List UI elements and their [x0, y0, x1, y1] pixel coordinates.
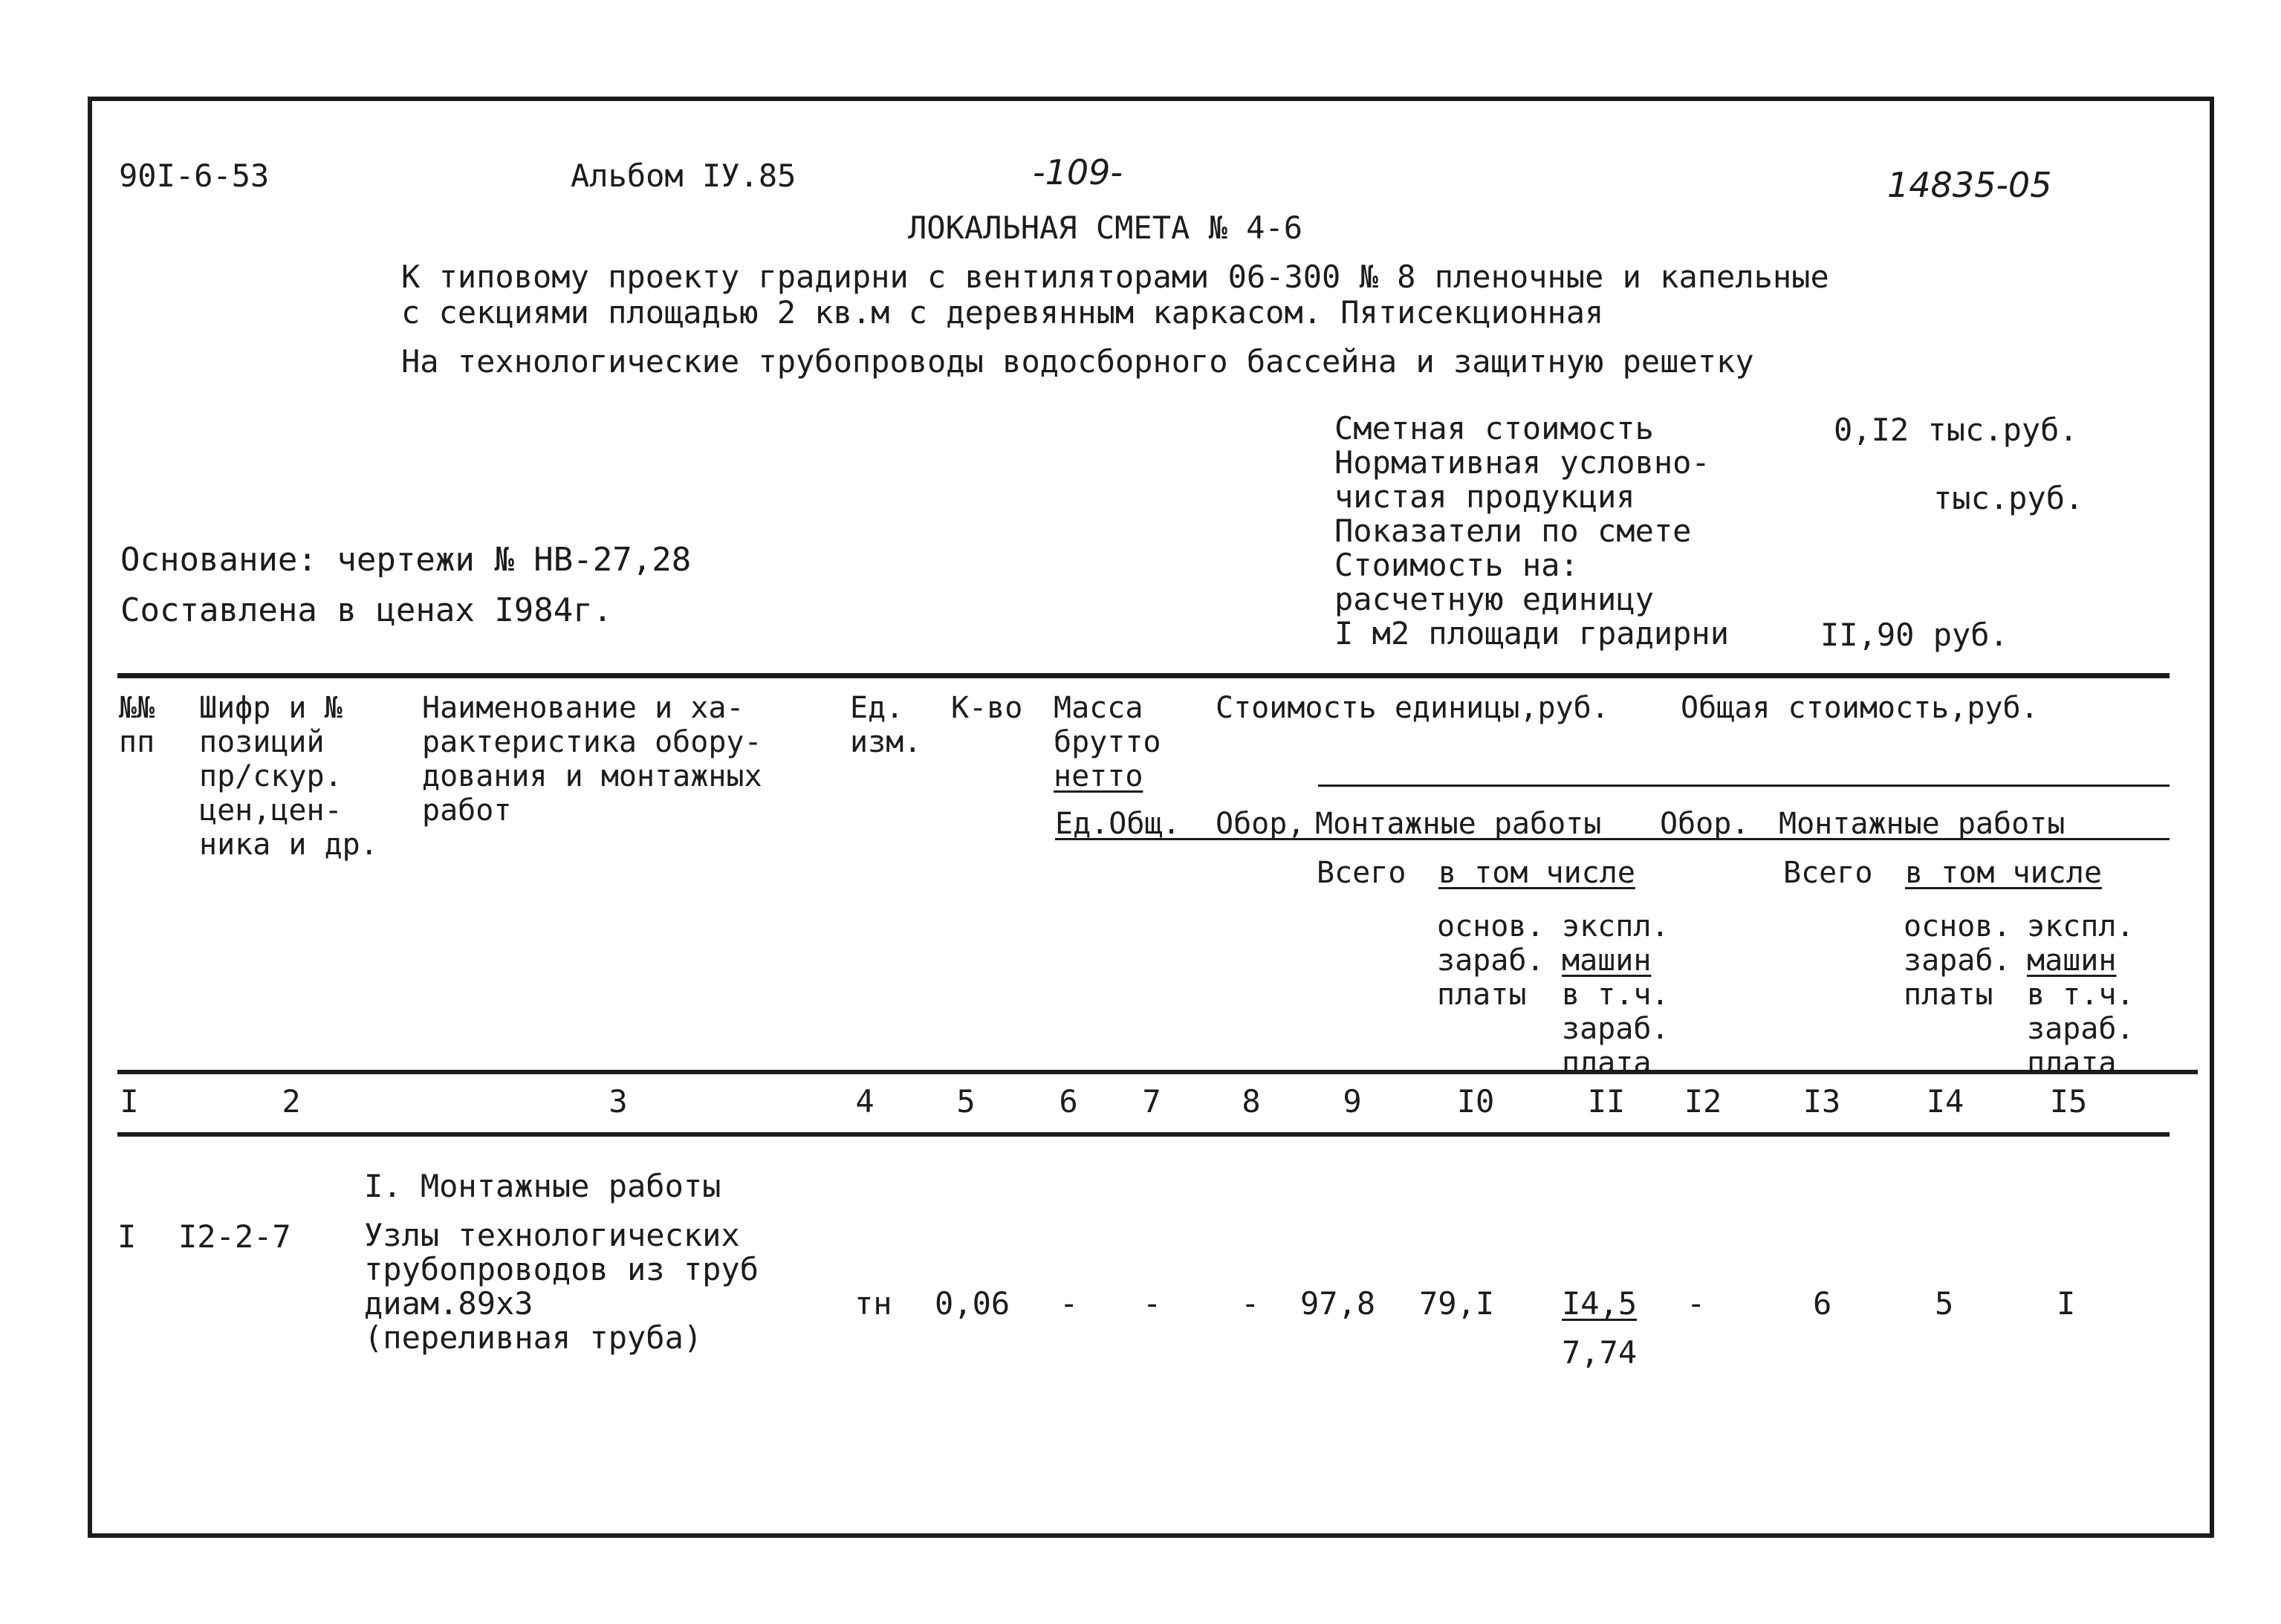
incl-header-unit: в том числе [1438, 856, 1635, 890]
basis-prices: Составлена в ценах I984г. [120, 591, 613, 629]
col-number: 7 [1142, 1083, 1161, 1120]
estimate-title: ЛОКАЛЬНАЯ СМЕТА № 4-6 [908, 210, 1303, 246]
unit-cost-group: Стоимость единицы,руб. [1216, 691, 1609, 725]
total-header-total: Всего [1783, 856, 1873, 890]
machines-unit: машин [1562, 943, 1652, 978]
row-name: Узлы технологических трубопроводов из труб диам.89х3 (переливная труба) [364, 1217, 759, 1356]
col-number: 2 [282, 1083, 301, 1120]
row-col11-bottom: 7,74 [1562, 1334, 1638, 1371]
row-number: I [117, 1218, 137, 1255]
operation-unit: экспл. [1562, 909, 1670, 943]
unit-cost-value: II,90 руб. [1820, 617, 2008, 653]
row-col14: 5 [1935, 1285, 1954, 1322]
col-number: I2 [1684, 1083, 1722, 1120]
row-col11-top: I4,5 [1562, 1285, 1638, 1322]
page-number: -109- [1033, 152, 1123, 192]
row-col9: 97,8 [1300, 1285, 1376, 1322]
row-col12: - [1687, 1285, 1706, 1322]
col-number: I4 [1926, 1083, 1964, 1120]
total-header-unit: Всего [1317, 856, 1406, 890]
col-header-num: №№ пп [119, 691, 155, 759]
operation-total: экспл. [2027, 909, 2135, 943]
col-header-mass: Масса брутто [1054, 691, 1161, 759]
base-wages-unit: основ. зараб. платы [1437, 909, 1545, 1012]
col-number: 4 [855, 1083, 875, 1120]
doc-number: 14835-05 [1887, 165, 2052, 205]
col-number: I0 [1456, 1083, 1495, 1120]
table-top-rule [117, 673, 2170, 678]
row-col7: - [1143, 1285, 1162, 1322]
row-code: I2-2-7 [178, 1218, 291, 1255]
col-number: I5 [2049, 1083, 2088, 1120]
col-header-mass-net: нетто [1054, 759, 1143, 793]
machines-total: машин [2027, 943, 2117, 978]
row-col13: 6 [1813, 1285, 1832, 1322]
row-col8: - [1241, 1285, 1260, 1322]
row-col15: I [2057, 1285, 2076, 1322]
row-unit: тн [854, 1285, 892, 1322]
subtitle-line-1: К типовому проекту градирни с вентиляторами 06-300 № 8 пленочные и капельные [401, 259, 1829, 295]
col-number: 3 [609, 1083, 628, 1120]
header-bottom-rule [117, 1070, 2198, 1074]
subtitle-line-2: с секциями площадью 2 кв.м с деревянным каркасом. Пятисекционная [401, 294, 1604, 331]
col-header-name: Наименование и ха- рактеристика обору- дования и монтажных работ [422, 691, 762, 828]
col-header-qty: К-во [951, 691, 1023, 725]
project-code: 90I-6-53 [119, 157, 270, 194]
col-number: 5 [956, 1083, 976, 1120]
row-col10: 79,I [1419, 1285, 1495, 1322]
summary-labels: Сметная стоимость Нормативная условно- чистая продукция Показатели по смете Стоимость на: расчетную единицу I м2 площади градирни [1334, 410, 1730, 652]
column-numbers-rule [117, 1132, 2170, 1137]
subtitle-line-3: На технологические трубопроводы водосборного бассейна и защитную решетку [401, 343, 1754, 380]
basis-drawings: Основание: чертежи № НВ-27,28 [120, 541, 692, 579]
row-col6: - [1060, 1285, 1079, 1322]
mount-works-header-unit: Монтажные работы [1315, 807, 1602, 841]
col-number: 8 [1242, 1083, 1261, 1120]
header-rule-1 [1318, 785, 2170, 787]
incl-wages-unit: в т.ч. зараб. плата [1562, 978, 1670, 1080]
col-number: 9 [1343, 1083, 1362, 1120]
col-number: I [120, 1083, 139, 1120]
equipment-header-unit: Обор, [1216, 807, 1305, 841]
mount-works-header-total: Монтажные работы [1779, 807, 2066, 841]
normative-value: тыс.руб. [1933, 480, 2084, 516]
col-header-code: Шифр и № позиций пр/скур. цен,цен- ника и др. [199, 691, 378, 862]
col-number: I3 [1803, 1083, 1841, 1120]
col-number: II [1587, 1083, 1626, 1120]
col-number: 6 [1059, 1083, 1078, 1120]
album-label: Альбом IУ.85 [571, 157, 796, 194]
estimated-cost-value: 0,I2 тыс.руб. [1834, 412, 2078, 448]
section-title: I. Монтажные работы [364, 1168, 721, 1204]
col-header-unit: Ед. изм. [850, 691, 922, 759]
equipment-header-total: Обор. [1660, 807, 1750, 841]
incl-wages-total: в т.ч. зараб. плата [2027, 978, 2135, 1080]
total-cost-group: Общая стоимость,руб. [1681, 691, 2039, 725]
incl-header-total: в том числе [1905, 856, 2102, 890]
mass-sub-header: Ед.Общ. [1055, 807, 1181, 841]
row-qty: 0,06 [935, 1285, 1010, 1322]
base-wages-total: основ. зараб. платы [1904, 909, 2011, 1012]
